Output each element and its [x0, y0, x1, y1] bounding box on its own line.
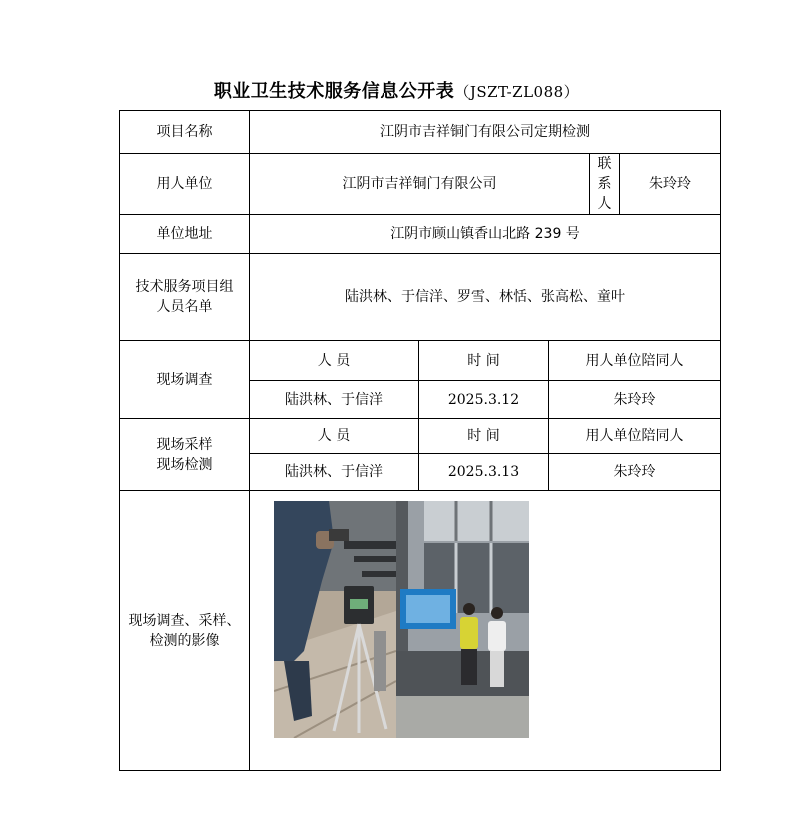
address-label: 单位地址: [120, 215, 250, 254]
row-address: [120, 215, 721, 254]
project-name-label: 项目名称: [120, 111, 250, 154]
images-label-line1: 现场调查、采样、: [128, 612, 241, 629]
images-cell: [250, 491, 721, 771]
title-main: 职业卫生技术服务信息公开表: [213, 81, 455, 102]
survey-time: 2025.3.12: [419, 381, 549, 419]
photo-sampling-instrument: [274, 501, 396, 738]
title-code: （JSZT-ZL088）: [454, 83, 580, 101]
row-sampling-header: [120, 419, 721, 454]
sampling-label-line1: 现场采样: [156, 436, 213, 453]
row-images: [120, 491, 721, 771]
team-label: [120, 254, 250, 341]
sampling-header-time: 时 间: [419, 419, 549, 454]
team-label-line1: 技术服务项目组: [135, 279, 234, 295]
photo-group: [254, 491, 716, 769]
photo-sampling-instrument-image: [274, 501, 396, 738]
address-value: 江阴市顾山镇香山北路 239 号: [250, 215, 721, 254]
employer-value: 江阴市吉祥铜门有限公司: [250, 154, 590, 215]
survey-companion: 朱玲玲: [549, 381, 721, 419]
survey-label: 现场调查: [120, 341, 250, 419]
photo-site-team-image: [396, 501, 529, 738]
images-label-line2: 检测的影像: [149, 632, 220, 649]
team-value: 陆洪林、于信洋、罗雪、林恬、张高松、童叶: [250, 254, 721, 341]
images-label: [120, 491, 250, 771]
row-employer: [120, 154, 721, 215]
photo-site-team: [396, 501, 529, 738]
employer-label: 用人单位: [120, 154, 250, 215]
info-table: [119, 110, 721, 771]
sampling-label-line2: 现场检测: [156, 456, 213, 473]
sampling-header-people: 人 员: [250, 419, 419, 454]
survey-people: 陆洪林、于信洋: [250, 381, 419, 419]
sampling-people: 陆洪林、于信洋: [250, 454, 419, 491]
row-survey-header: [120, 341, 721, 381]
sampling-header-companion: 用人单位陪同人: [549, 419, 721, 454]
survey-header-companion: 用人单位陪同人: [549, 341, 721, 381]
contact-label: 联系人: [590, 154, 620, 215]
contact-value: 朱玲玲: [620, 154, 721, 215]
page-title: [0, 77, 793, 103]
team-label-line2: 人员名单: [156, 299, 213, 315]
survey-header-people: 人 员: [250, 341, 419, 381]
sampling-companion: 朱玲玲: [549, 454, 721, 491]
project-name-value: 江阴市吉祥铜门有限公司定期检测: [250, 111, 721, 154]
row-project-name: [120, 111, 721, 154]
sampling-label: [120, 419, 250, 491]
sampling-time: 2025.3.13: [419, 454, 549, 491]
row-team: [120, 254, 721, 341]
survey-header-time: 时 间: [419, 341, 549, 381]
